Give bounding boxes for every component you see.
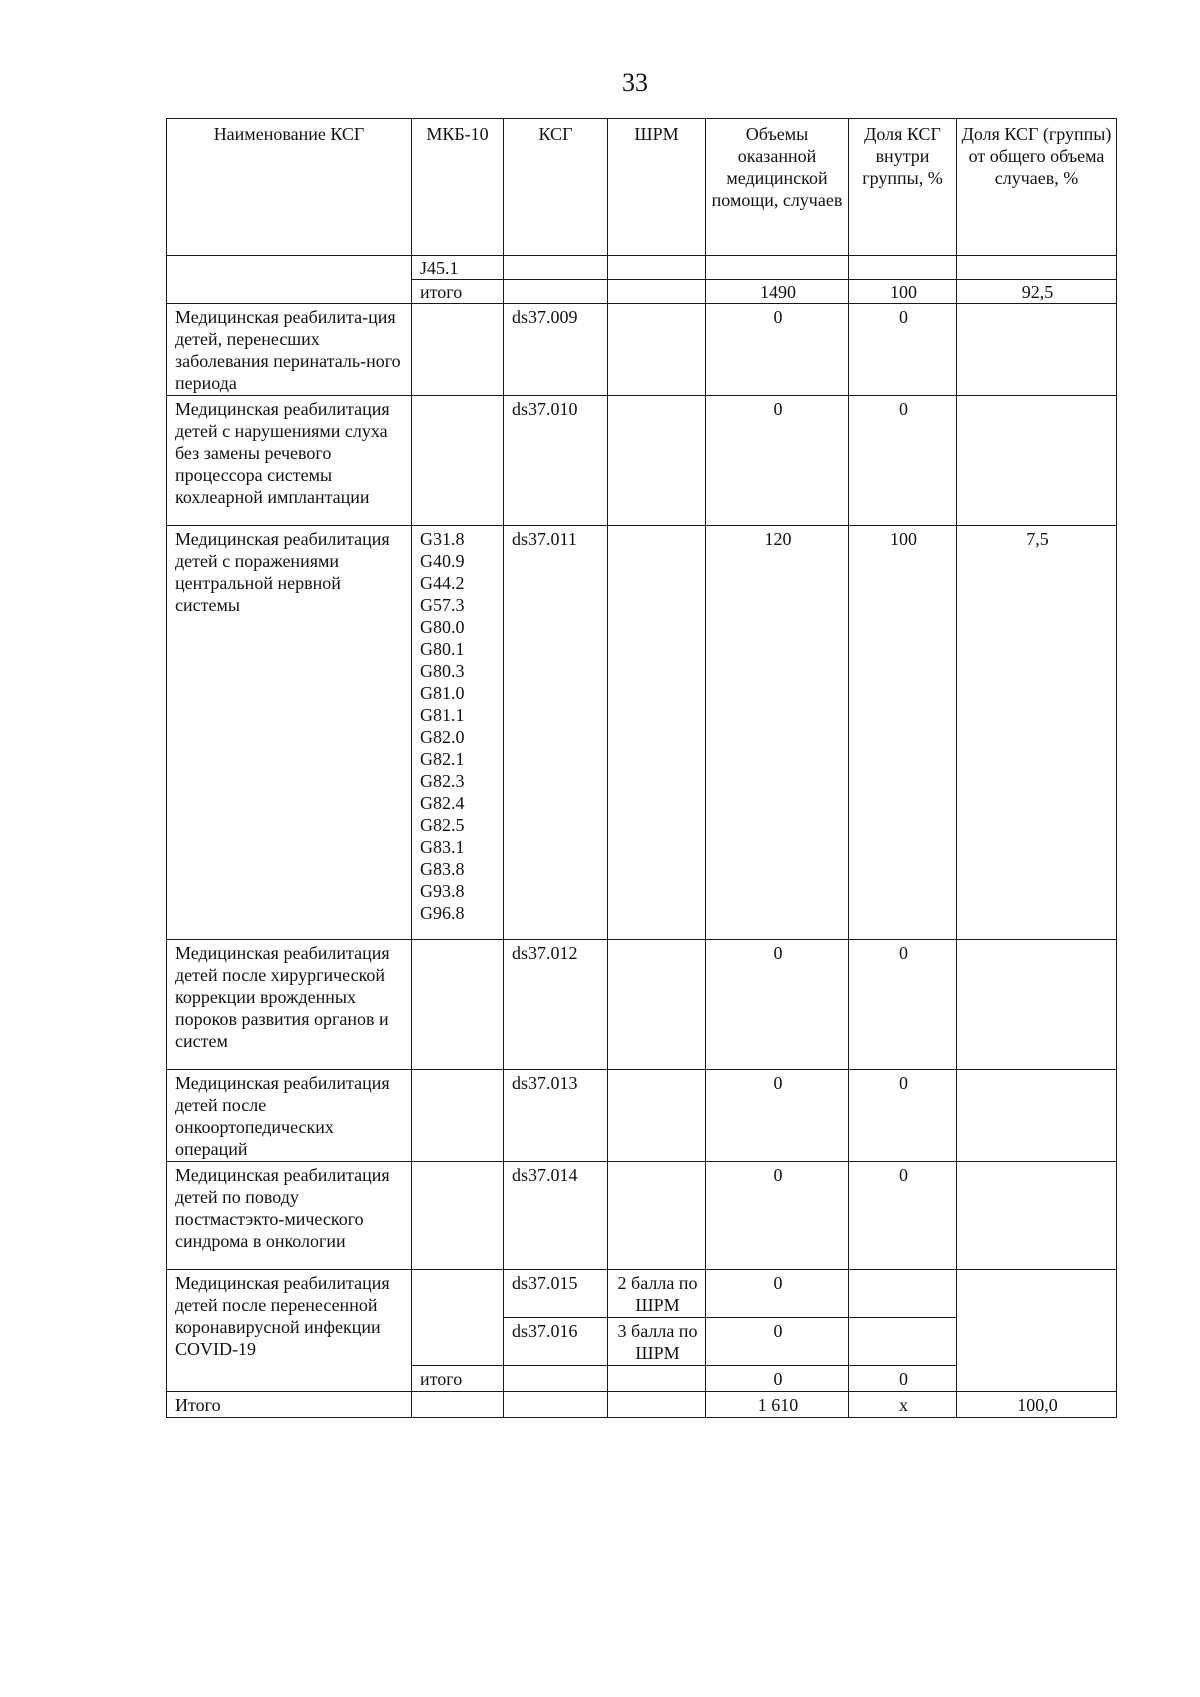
mkb-code: G81.1 — [420, 705, 465, 725]
table-row — [167, 940, 1117, 1070]
name-cell-empty — [167, 256, 412, 304]
mkb-code: G31.8 — [420, 529, 465, 549]
header-shrm: ШРМ — [608, 119, 706, 256]
table-header-row — [167, 119, 1117, 256]
header-share-in-group: Доля КСГ внутри группы, % — [849, 119, 957, 256]
share-total-cell — [957, 256, 1117, 280]
name-cell: Медицинская реабилитация детей с нарушениями слуха без замены речевого процессора системы кохлеарной имплантации — [167, 396, 412, 526]
ksg-cell — [504, 280, 608, 304]
volume-cell: 0 — [706, 1318, 849, 1366]
name-cell: Медицинская реабилитация детей после перенесенной коронавирусной инфекции COVID-19 — [167, 1270, 412, 1392]
ksg-cell: ds37.012 — [504, 940, 608, 1070]
shrm-cell — [608, 304, 706, 396]
ksg-table — [166, 118, 1117, 1418]
share-total-cell — [957, 1270, 1117, 1392]
share-total-cell — [957, 1070, 1117, 1162]
shrm-cell — [608, 526, 706, 940]
volume-cell: 0 — [706, 1162, 849, 1270]
ksg-cell: ds37.011 — [504, 526, 608, 940]
header-volume: Объемы оказанной медицинской помощи, случаев — [706, 119, 849, 256]
mkb-code: G82.4 — [420, 793, 465, 813]
shrm-cell — [608, 1162, 706, 1270]
table-row — [167, 1070, 1117, 1162]
volume-cell: 0 — [706, 396, 849, 526]
share-total-cell: 92,5 — [957, 280, 1117, 304]
name-cell: Медицинская реабилитация детей с поражениями центральной нервной системы — [167, 526, 412, 940]
ksg-cell — [504, 1392, 608, 1418]
mkb-code: G96.8 — [420, 903, 465, 923]
mkb-cell — [412, 1392, 504, 1418]
ksg-cell: ds37.009 — [504, 304, 608, 396]
mkb-cell — [412, 396, 504, 526]
mkb-code: G82.5 — [420, 815, 465, 835]
share-in-group-cell: 0 — [849, 304, 957, 396]
mkb-code: G82.0 — [420, 727, 465, 747]
share-total-cell: 7,5 — [957, 526, 1117, 940]
mkb-code: G82.1 — [420, 749, 465, 769]
ksg-cell: ds37.013 — [504, 1070, 608, 1162]
mkb-cell — [412, 1070, 504, 1162]
shrm-cell — [608, 940, 706, 1070]
mkb-code: G57.3 — [420, 595, 465, 615]
header-share-total: Доля КСГ (группы) от общего объема случаев, % — [957, 119, 1117, 256]
mkb-cell — [412, 1270, 504, 1366]
share-in-group-cell: 0 — [849, 1070, 957, 1162]
name-cell: Итого — [167, 1392, 412, 1418]
mkb-code: G80.0 — [420, 617, 465, 637]
shrm-cell — [608, 396, 706, 526]
share-in-group-cell: 0 — [849, 1366, 957, 1392]
share-total-cell — [957, 304, 1117, 396]
table-row — [167, 1270, 1117, 1318]
mkb-cell — [412, 1162, 504, 1270]
shrm-cell — [608, 256, 706, 280]
header-ksg: КСГ — [504, 119, 608, 256]
ksg-cell — [504, 1366, 608, 1392]
table-row — [167, 256, 1117, 280]
mkb-code: G83.1 — [420, 837, 465, 857]
share-in-group-cell: 0 — [849, 940, 957, 1070]
shrm-cell — [608, 1070, 706, 1162]
ksg-cell: ds37.015 — [504, 1270, 608, 1318]
mkb-code: G44.2 — [420, 573, 465, 593]
mkb-code: G81.0 — [420, 683, 465, 703]
mkb-cell — [412, 304, 504, 396]
volume-cell: 0 — [706, 1366, 849, 1392]
mkb-code: G80.3 — [420, 661, 465, 681]
volume-cell: 1 610 — [706, 1392, 849, 1418]
mkb-cell: итого — [412, 280, 504, 304]
mkb-code: G93.8 — [420, 881, 465, 901]
share-in-group-cell: 0 — [849, 1162, 957, 1270]
volume-cell: 1490 — [706, 280, 849, 304]
mkb-code: G83.8 — [420, 859, 465, 879]
page-number: 33 — [622, 68, 648, 97]
shrm-cell — [608, 1366, 706, 1392]
shrm-cell — [608, 280, 706, 304]
mkb-cell: J45.1 — [412, 256, 504, 280]
volume-cell: 0 — [706, 940, 849, 1070]
shrm-cell: 2 балла по ШРМ — [608, 1270, 706, 1318]
volume-cell: 0 — [706, 1270, 849, 1318]
share-total-cell — [957, 396, 1117, 526]
share-total-cell — [957, 940, 1117, 1070]
ksg-cell: ds37.016 — [504, 1318, 608, 1366]
shrm-cell — [608, 1392, 706, 1418]
name-cell: Медицинская реабилитация детей после онкоортопедических операций — [167, 1070, 412, 1162]
mkb-cell: итого — [412, 1366, 504, 1392]
mkb-cell — [412, 940, 504, 1070]
mkb-code: G40.9 — [420, 551, 465, 571]
ksg-cell: ds37.014 — [504, 1162, 608, 1270]
mkb-code-list — [412, 526, 504, 940]
volume-cell: 0 — [706, 304, 849, 396]
share-in-group-cell — [849, 1318, 957, 1366]
share-in-group-cell: 100 — [849, 526, 957, 940]
volume-cell — [706, 256, 849, 280]
mkb-code: G80.1 — [420, 639, 465, 659]
share-in-group-cell: 0 — [849, 396, 957, 526]
name-cell: Медицинская реабилита-ция детей, перенесших заболевания перинаталь-ного периода — [167, 304, 412, 396]
ksg-cell: ds37.010 — [504, 396, 608, 526]
share-in-group-cell: 100 — [849, 280, 957, 304]
name-cell: Медицинская реабилитация детей по поводу постмастэкто-мического синдрома в онкологии — [167, 1162, 412, 1270]
name-cell: Медицинская реабилитация детей после хирургической коррекции врожденных пороков развития органов и систем — [167, 940, 412, 1070]
table-row — [167, 526, 1117, 940]
share-in-group-cell — [849, 1270, 957, 1318]
share-total-cell — [957, 1162, 1117, 1270]
ksg-cell — [504, 256, 608, 280]
header-name: Наименование КСГ — [167, 119, 412, 256]
header-mkb: МКБ-10 — [412, 119, 504, 256]
share-in-group-cell — [849, 256, 957, 280]
table-row — [167, 1162, 1117, 1270]
table-row — [167, 304, 1117, 396]
table-total-row — [167, 1392, 1117, 1418]
share-in-group-cell: х — [849, 1392, 957, 1418]
share-total-cell: 100,0 — [957, 1392, 1117, 1418]
volume-cell: 0 — [706, 1070, 849, 1162]
mkb-code: G82.3 — [420, 771, 465, 791]
volume-cell: 120 — [706, 526, 849, 940]
table-row — [167, 396, 1117, 526]
shrm-cell: 3 балла по ШРМ — [608, 1318, 706, 1366]
